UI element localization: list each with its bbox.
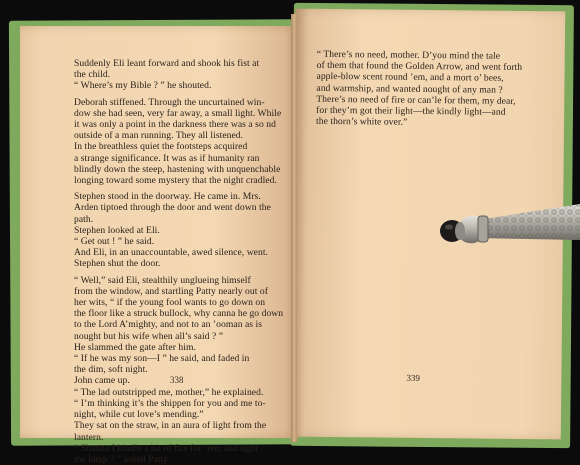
text-line: lantern.: [74, 431, 104, 443]
text-line: night, while cut love’s mending.”: [74, 409, 204, 421]
text-line: He slammed the gate after him.: [74, 341, 196, 353]
text-line: from the window, and startling Patty nearly out of: [74, 285, 268, 297]
text-line: the lamp ? ” asked Patty.: [74, 453, 171, 465]
right-page-text: [316, 49, 545, 130]
text-line: the floor like a struck bullock, why canna he go down: [74, 308, 284, 320]
text-line: the thorn’s white over.”: [316, 116, 408, 128]
text-line: “ I’m thinking it’s the shippen for you and me to-: [74, 397, 266, 409]
text-line: blindly down the steep, hastening with unquenchable: [74, 163, 281, 175]
text-line: John came up.: [74, 375, 130, 387]
text-line: to the Lord A’mighty, and not to an ’ooman as is: [74, 319, 263, 331]
text-line: path.: [74, 213, 94, 225]
text-line: for they’m got their light—the kindly light—and: [316, 104, 506, 118]
text-line: outside of a man running. They all listened.: [74, 130, 244, 142]
text-line: “ If he was my son—I ” he said, and faded in: [74, 353, 250, 365]
left-page: [20, 26, 299, 465]
text-line: “ Well,” said Eli, stealthily unglueing himself: [74, 274, 251, 286]
text-line: “ There’s no need, mother. D’you mind the tale: [316, 48, 501, 62]
text-line: Suddenly Eli leant forward and shook his fist at: [74, 58, 260, 69]
text-line: There’s no need of fire or can’le for them, my dear,: [316, 93, 516, 107]
left-page-text: [74, 58, 288, 465]
text-line: Stephen shut the door.: [74, 258, 161, 270]
text-line: Stephen looked at Eli.: [74, 224, 160, 236]
text-line: “ Get out ! ” he said.: [74, 236, 155, 248]
text-line: “ The lad outstripped me, mother,” he explained.: [74, 386, 264, 398]
text-line: apple-blow scent round ’em, and a mort o’ bees,: [316, 71, 504, 85]
left-page-number: 338: [170, 375, 184, 385]
text-line: They sat on the straw, in an aura of light from the: [74, 420, 267, 432]
text-line: nought but his wife when all’s said ? ”: [74, 330, 224, 342]
text-line: Deborah stiffened. Through the uncurtained win-: [74, 96, 265, 108]
text-line: dow she had seen, very far away, a small light. While: [74, 107, 282, 119]
book-gutter: [291, 14, 297, 442]
ornate-silver-bookmark-icon: [438, 200, 580, 260]
text-line: “ Shanna I kindle a bit of fire for ’em, and light: [74, 442, 259, 454]
text-line: “ Where’s my Bible ? ” he shouted.: [74, 80, 212, 92]
text-line: of them that found the Golden Arrow, and went forth: [316, 60, 523, 74]
text-line: and warmship, and wanted nought of any man ?: [316, 82, 503, 96]
text-line: longing toward some mystery that the night cradled.: [74, 175, 277, 187]
text-line: the dim, soft night.: [74, 364, 148, 376]
text-line: it was only a point in the darkness there was a so nd: [74, 119, 276, 131]
text-line: In the breathless quiet the footsteps acquired: [74, 141, 248, 153]
text-line: Arden tiptoed through the door and went down the: [74, 202, 271, 214]
text-line: And Eli, in an unaccountable, awed silence, went.: [74, 247, 268, 259]
text-line: a strange significance. It was as if humanity ran: [74, 152, 260, 164]
right-page-number: 339: [406, 372, 420, 383]
text-line: her wits, “ if the young fool wants to go down on: [74, 297, 266, 309]
text-line: the child.: [74, 69, 111, 81]
text-line: Stephen stood in the doorway. He came in. Mrs.: [74, 191, 261, 203]
